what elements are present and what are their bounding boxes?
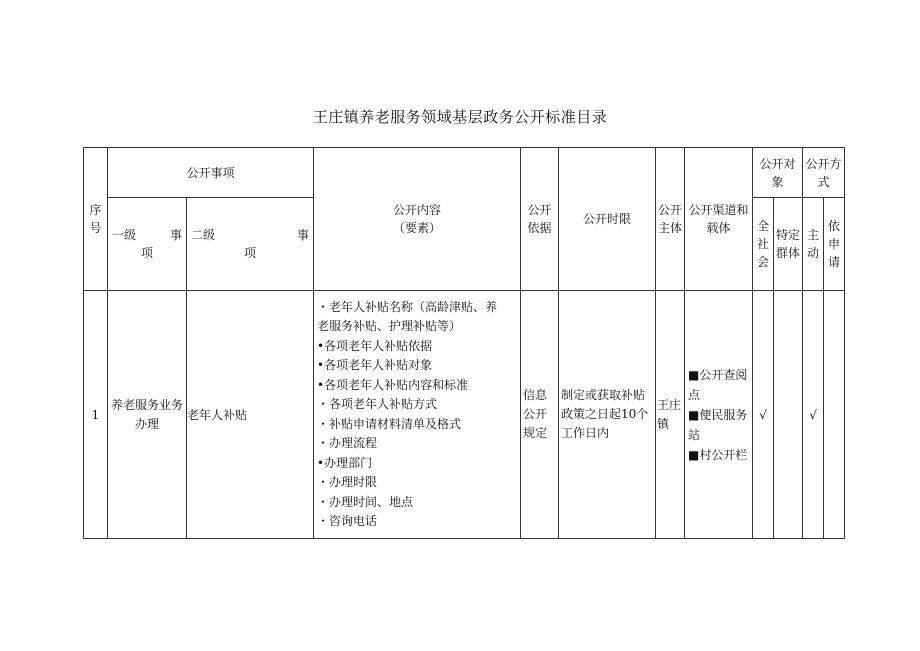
channel-item: ■村公开栏 <box>688 447 748 462</box>
content-item: •各项老年人补贴依据 <box>317 338 433 353</box>
page-title: 王庄镇养老服务领域基层政务公开标准目录 <box>312 108 608 126</box>
row-basis: 信息公开规定 <box>521 291 559 539</box>
row-level1: 养老服务业务办理 <box>108 291 187 539</box>
row-content <box>314 291 521 539</box>
header-method-apply: 依申请 <box>824 198 845 291</box>
header-subject: 公开主体 <box>656 148 685 291</box>
content-item: •各项老年人补贴对象 <box>317 358 433 372</box>
content-item: ・老年人补贴名称（高龄津贴、养 <box>317 299 498 314</box>
row-level2: 老年人补贴 <box>187 291 314 539</box>
header-audience-specific: 特定群体 <box>774 198 803 291</box>
row-time-limit: 制定或获取补贴政策之日起10个工作日内 <box>559 291 656 539</box>
header-seq: 序号 <box>84 148 108 291</box>
channel-item: ■便民服务站 <box>688 407 748 442</box>
header-content: 公开内容 （要素） <box>314 148 521 291</box>
content-item: 老服务补贴、护理补贴等） <box>317 319 462 333</box>
row-audience-all-check: √ <box>753 291 774 539</box>
content-item: ・办理流程 <box>317 436 378 450</box>
catalog-table <box>83 147 845 539</box>
table-row <box>84 291 845 539</box>
row-subject: 王庄镇 <box>656 291 685 539</box>
header-audience-all: 全社会 <box>753 198 774 291</box>
header-audience: 公开对象 <box>753 148 803 198</box>
header-method: 公开方式 <box>803 148 845 198</box>
row-seq: 1 <box>84 291 108 539</box>
content-item: ・各项老年人补贴方式 <box>317 397 438 411</box>
content-item: •各项老年人补贴内容和标准 <box>317 377 469 392</box>
header-time-limit: 公开时限 <box>559 148 656 291</box>
header-level1: 一级 事 项 <box>108 198 187 291</box>
header-channel: 公开渠道和载体 <box>685 148 753 291</box>
row-audience-specific-check <box>774 291 803 539</box>
content-item: ・补贴申请材料清单及格式 <box>317 416 462 431</box>
row-method-apply-check <box>824 291 845 539</box>
content-item: ・办理时间、地点 <box>317 494 414 509</box>
header-items-group: 公开事项 <box>108 148 314 198</box>
content-item: •办理部门 <box>317 455 373 470</box>
header-level2: 二级 事 项 <box>187 198 314 291</box>
content-item: ・咨询电话 <box>317 514 378 528</box>
content-item: ・办理时限 <box>317 475 378 489</box>
channel-item: ■公开查阅点 <box>688 367 748 402</box>
row-channels <box>685 291 753 539</box>
header-method-active: 主动 <box>803 198 824 291</box>
header-basis: 公开依据 <box>521 148 559 291</box>
row-method-active-check: √ <box>803 291 824 539</box>
